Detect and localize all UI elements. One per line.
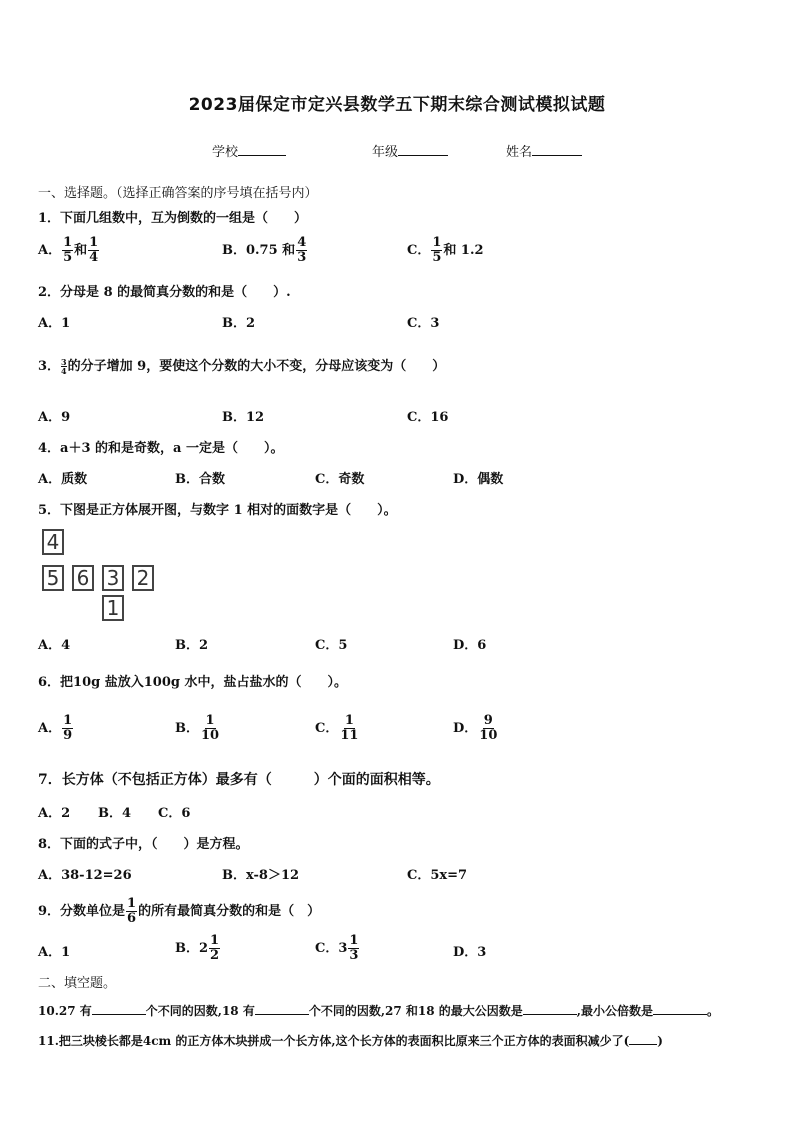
q1-option-a[interactable]: A． $\frac{1}{5}$ 和 $\frac{1}{4}$ — [38, 235, 99, 265]
fraction: $\frac{1}{4}$ — [89, 235, 99, 265]
answer-blank[interactable] — [92, 1000, 146, 1015]
fraction: $\frac{1}{10}$ — [201, 713, 220, 743]
fraction: $\frac{1}{3}$ — [349, 933, 359, 963]
section-heading-fill: 二、填空题。 — [38, 976, 117, 991]
q6-option-a[interactable]: A． $\frac{1}{9}$ — [38, 713, 73, 743]
fraction: $\frac{1}{6}$ — [127, 896, 137, 926]
school-label: 学校 — [212, 145, 239, 160]
question-4-stem: 4．a＋3 的和是奇数，a 一定是（ ）。 — [38, 441, 284, 456]
question-11: 11.把三块棱长都是4cm 的正方体木块拼成一个长方体,这个长方体的表面积比原来三个正方体的表面积减少了( ) — [38, 1030, 663, 1049]
fraction: $\frac{1}{2}$ — [210, 933, 220, 963]
grade-label: 年级 — [372, 145, 399, 160]
q3-option-c[interactable]: C．16 — [407, 410, 449, 425]
fraction: $\frac{1}{9}$ — [63, 713, 73, 743]
school-field[interactable] — [212, 141, 286, 160]
question-10: 10.27 有 个不同的因数,18 有 个不同的因数,27 和18 的最大公因数是 ,最小公倍数是 。 — [38, 1000, 719, 1019]
q1-option-b[interactable]: B．0.75 和 $\frac{4}{3}$ — [222, 235, 307, 265]
question-8-stem: 8．下面的式子中，（ ）是方程。 — [38, 837, 249, 852]
q5-option-a[interactable]: A．4 — [38, 638, 71, 653]
q2-option-c[interactable]: C．3 — [407, 316, 440, 331]
school-blank[interactable] — [238, 141, 286, 156]
question-7-stem: 7．长方体（不包括正方体）最多有（ ）个面的面积相等。 — [38, 772, 440, 788]
q9-option-c[interactable]: C．3 $\frac{1}{3}$ — [315, 933, 359, 963]
net-face: 5 — [42, 565, 64, 591]
q7-option-b[interactable]: B．4 — [98, 806, 132, 821]
section-heading-choice: 一、选择题。（选择正确答案的序号填在括号内） — [38, 186, 318, 201]
q9-option-a[interactable]: A．1 — [38, 945, 71, 960]
q5-option-b[interactable]: B．2 — [175, 638, 209, 653]
net-face: 3 — [102, 565, 124, 591]
question-9-stem: 9．分数单位是 $\frac{1}{6}$ 的所有最简真分数的和是（ ） — [38, 896, 321, 926]
q1-option-c[interactable]: C． $\frac{1}{5}$ 和 1.2 — [407, 235, 484, 265]
net-face: 2 — [132, 565, 154, 591]
fraction: $\frac{3}{4}$ — [61, 357, 67, 376]
q4-option-d[interactable]: D．偶数 — [453, 472, 504, 487]
name-field[interactable] — [506, 141, 582, 160]
fraction: $\frac{9}{10}$ — [479, 713, 498, 743]
q5-option-d[interactable]: D．6 — [453, 638, 487, 653]
q6-option-b[interactable]: B． $\frac{1}{10}$ — [175, 713, 220, 743]
q8-option-b[interactable]: B．x-8＞12 — [222, 868, 300, 883]
question-3-stem: 3． $\frac{3}{4}$ 的分子增加 9，要使这个分数的大小不变，分母应该变为（ ） — [38, 357, 446, 376]
q6-option-d[interactable]: D． $\frac{9}{10}$ — [453, 713, 498, 743]
question-1-stem: 1．下面几组数中，互为倒数的一组是（ ） — [38, 211, 308, 226]
answer-blank[interactable] — [523, 1000, 577, 1015]
answer-blank[interactable] — [255, 1000, 309, 1015]
cube-net-figure — [38, 527, 162, 625]
q9-option-b[interactable]: B．2 $\frac{1}{2}$ — [175, 933, 220, 963]
q7-option-c[interactable]: C．6 — [158, 806, 191, 821]
grade-blank[interactable] — [398, 141, 448, 156]
name-blank[interactable] — [532, 141, 582, 156]
q9-option-d[interactable]: D．3 — [453, 945, 487, 960]
net-face: 1 — [102, 595, 124, 621]
q8-option-c[interactable]: C．5x=7 — [407, 868, 468, 883]
question-2-stem: 2．分母是 8 的最简真分数的和是（ ）. — [38, 285, 291, 300]
fraction: $\frac{1}{5}$ — [63, 235, 73, 265]
answer-blank[interactable] — [653, 1000, 707, 1015]
q3-option-b[interactable]: B．12 — [222, 410, 265, 425]
net-face: 4 — [42, 529, 64, 555]
name-label: 姓名 — [506, 145, 533, 160]
q5-option-c[interactable]: C．5 — [315, 638, 348, 653]
q3-option-a[interactable]: A．9 — [38, 410, 71, 425]
page-title: 2023届保定市定兴县数学五下期末综合测试模拟试题 — [188, 95, 606, 115]
q4-option-b[interactable]: B．合数 — [175, 472, 225, 487]
fraction: $\frac{1}{5}$ — [432, 235, 442, 265]
answer-blank[interactable] — [629, 1030, 657, 1045]
q7-option-a[interactable]: A．2 — [38, 806, 71, 821]
net-face: 6 — [72, 565, 94, 591]
q6-option-c[interactable]: C． $\frac{1}{11}$ — [315, 713, 359, 743]
q2-option-a[interactable]: A．1 — [38, 316, 71, 331]
q4-option-c[interactable]: C．奇数 — [315, 472, 365, 487]
grade-field[interactable] — [372, 141, 448, 160]
fraction: $\frac{1}{11}$ — [340, 713, 359, 743]
fraction: $\frac{4}{3}$ — [297, 235, 307, 265]
question-5-stem: 5．下图是正方体展开图，与数字 1 相对的面数字是（ ）。 — [38, 503, 397, 518]
q4-option-a[interactable]: A．质数 — [38, 472, 88, 487]
q2-option-b[interactable]: B．2 — [222, 316, 256, 331]
question-6-stem: 6．把10g 盐放入100g 水中，盐占盐水的（ ）。 — [38, 675, 348, 690]
q8-option-a[interactable]: A．38-12=26 — [38, 868, 132, 883]
